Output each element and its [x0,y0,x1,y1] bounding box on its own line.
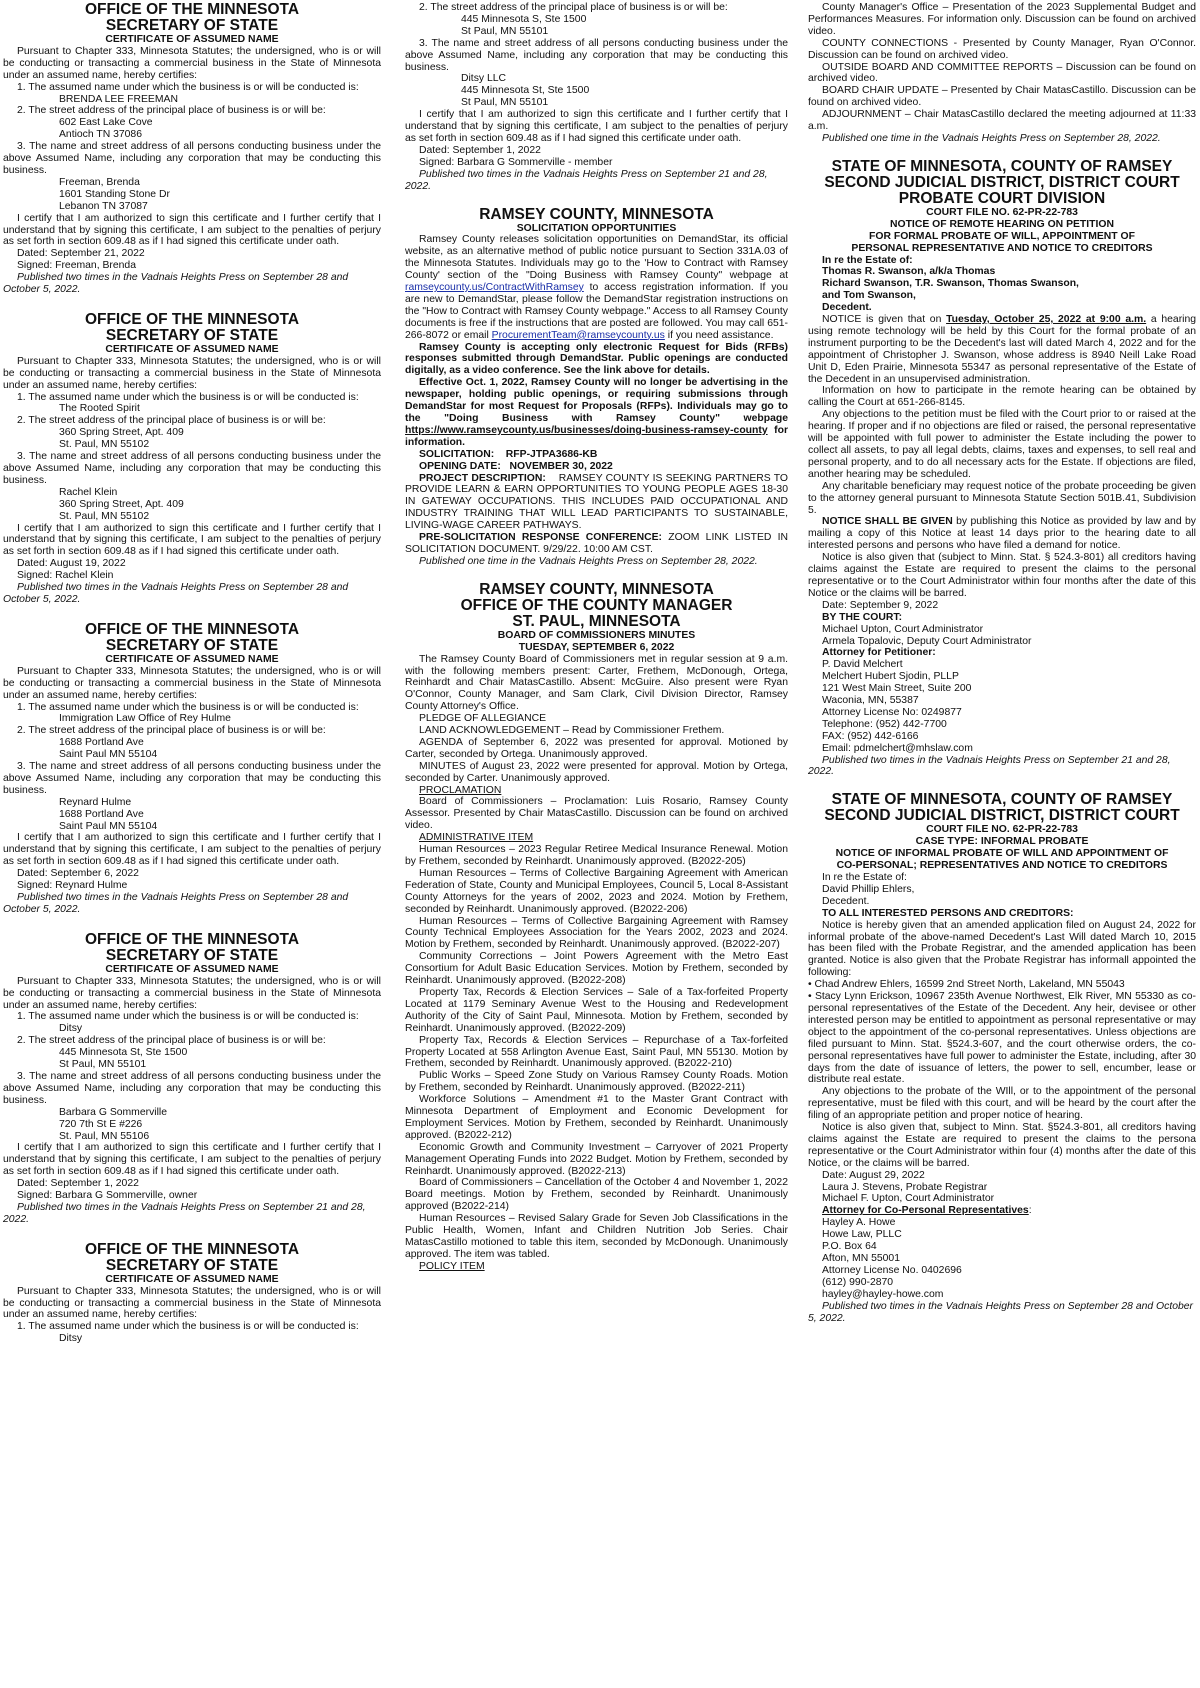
minutes-paragraph: AGENDA of September 6, 2022 was presented for approval. Motioned by Carter, seconded by Ortega. Unanimously approved. [405,736,788,760]
minutes-paragraph: Board of Commissioners – Proclamation: Luis Rosario, Ramsey County Assessor. Presented by Chair MatasCastillo. Discussion can be found on archived video. [405,796,788,832]
pre-solicitation-conference: PRE-SOLICITATION RESPONSE CONFERENCE: ZOOM LINK LISTED IN SOLICITATION DOCUMENT. 9/29/22. 10:00 AM CST. [405,532,789,555]
minutes-paragraph: PLEDGE OF ALLEGIANCE [419,713,547,725]
decedent-line: Thomas R. Swanson, a/k/a Thomas [822,266,996,278]
signed: Signed: Freeman, Brenda [17,260,136,272]
minutes-paragraph: BOARD CHAIR UPDATE – Presented by Chair MatasCastillo. Discussion can be found on archived video. [808,85,1196,109]
minutes-paragraph: Human Resources – Terms of Collective Bargaining Agreement with Ramsey County Technical Employees Association for the Years 2002, 2023 and 2024. Motion by Frethem, seconded by Reinhardt. Unanimously approved. (B2022-207) [405,915,788,951]
assumed-name: Immigration Law Office of Rey Hulme [59,713,231,725]
certify-text: I certify that I am authorized to sign this certificate and I further certify that I understand that by signing this certificate, I am subject to the penalties of perjury as set forth in section 609.48 as if I had signed this certificate under oath. [3,832,381,868]
court-label: BY THE COURT: [822,611,903,623]
dated: Dated: September 1, 2022 [419,144,541,156]
contract-with-ramsey-link[interactable]: ramseycounty.us/ContractWithRamsey [405,282,584,294]
project-description: PROJECT DESCRIPTION: RAMSEY COUNTY IS SEEKING PARTNERS TO PROVIDE LEARN & EARN OPPORTUNITIES TO YOUNG PEOPLE AGES 18-30 IN GATEWAY OCCUPATIONS. THIS INCLUDES PAID OCCUPATIONAL AND INDUSTRY TRAINING THAT WILL LEAD PARTICIPANTS TO SUSTAINABLE, LIVING-WAGE CAREER PATHWAYS. [405,472,788,532]
dated: Dated: September 1, 2022 [17,1178,139,1190]
notice-title: STATE OF MINNESOTA, COUNTY OF RAMSEY [831,791,1173,809]
board-minutes-continued [808,2,1196,145]
minutes-paragraph: COUNTY CONNECTIONS - Presented by County Manager, Ryan O'Connor. Discussion can be found on archived video. [808,37,1196,61]
certify-text: I certify that I am authorized to sign this certificate and I further certify that I understand that by signing this certificate, I am subject to the penalties of perjury as set forth in section 609.48 as if I had signed this certificate under oath. [405,109,788,144]
attorney-line: P.O. Box 64 [822,1241,877,1253]
address-line: 445 Minnesota St, Ste 1500 [59,1047,188,1059]
notice-subtitle: CERTIFICATE OF ASSUMED NAME [105,1273,279,1285]
column-3 [808,2,1196,1324]
person-line: 1688 Portland Ave [59,808,144,820]
person-line: Freeman, Brenda [59,176,140,188]
attorney-line: (612) 990-2870 [822,1276,894,1288]
minutes-paragraph: Human Resources – Terms of Collective Bargaining Agreement with American Federation of State, County and Municipal Employees, Council 5, Local 8-Assistant County Attorneys for the years of 2002, 2023 and 2024. Motion by Frethem, seconded by Reinhardt. Unanimously approved. (B2022-206) [405,867,788,915]
hearing-date: Tuesday, October 25, 2022 at 9:00 a.m. [946,314,1147,326]
notice-subtitle: NOTICE OF REMOTE HEARING ON PETITION [890,218,1114,230]
signed: Signed: Reynard Hulme [17,880,128,892]
attorney-line: 121 West Main Street, Suite 200 [822,683,972,695]
notice-subtitle: CERTIFICATE OF ASSUMED NAME [105,653,279,665]
notice-title: SECRETARY OF STATE [105,326,279,344]
notice-item: 1. The assumed name under which the business is or will be conducted is: [17,701,359,713]
notice-title: SECRETARY OF STATE [105,1256,279,1274]
registrar-line: Laura J. Stevens, Probate Registrar [822,1181,988,1193]
address-line: St. Paul, MN 55102 [59,439,150,451]
minutes-paragraph: ADJOURNMENT – Chair MatasCastillo declared the meeting adjourned at 11:33 a.m. [808,109,1196,133]
minutes-paragraph: Property Tax, Records & Election Services – Sale of a Tax-forfeited Property Located at 1179 Seminary Avenue West to the Housing and Redevelopment Authority of the City of Saint Paul, Minnesota. Motion by Frethem, seconded by Reinhardt. Unanimously approved. (B2022-209) [405,986,788,1034]
person-line: Rachel Klein [59,486,118,498]
probate-paragraph: Any objections to the petition must be filed with the Court prior to or raised at the hearing. If proper and if no objections are filed or raised, the personal representative will be appointed with full power to administer the Estate including the power to collect all assets, to pay all legal debts, claims, taxes and expenses, to sell real and personal property, and to do all necessary acts for the Estate. If objections are filed, another hearing may be scheduled. [808,409,1196,480]
probate-paragraph: Notice is hereby given that an amended application filed on August 24, 2022 for informal probate of the above-named Decedent's Last Will dated March 10, 2015 has been filed with the Probate Registrar, and the amended application has been granted. Notice is also given that the Probate Registrar has informall appointed the following: [808,919,1196,979]
published-line: Published two times in the Vadnais Heights Press on September 21 and 28, 2022. [3,1201,366,1225]
notice-intro: Pursuant to Chapter 333, Minnesota Statutes; the undersigned, who is or will be conducting or transacting a commercial business in the State of Minnesota under an assumed name, hereby certifies: [3,355,381,391]
notice-intro: Pursuant to Chapter 333, Minnesota Statutes; the undersigned, who is or will be conducting or transacting a commercial business in the State of Minnesota under an assumed name, hereby certifies: [3,665,381,701]
published-line: Published two times in the Vadnais Heights Press on September 28 and October 5, 2022. [3,272,349,296]
attorney-line: Hayley A. Howe [822,1217,896,1229]
solicitation-number: SOLICITATION: RFP-JTPA3686-KB [419,448,598,460]
notice-title: ST. PAUL, MINNESOTA [512,612,681,630]
notice-item: 2. The street address of the principal place of business is or will be: [17,105,326,117]
attorney-label: Attorney for Petitioner: [822,647,936,659]
court-file-number: COURT FILE NO. 62-PR-22-783 [926,206,1078,218]
notice-item: 2. The street address of the principal place of business is or will be: [17,415,326,427]
minutes-paragraph: The Ramsey County Board of Commissioners met in regular session at 9 a.m. with the following members present: Carter, Frethem, McDonough, Ortega, Reinhardt and Chair MatasCastillo. Absent: McGuire. Also present were Ryan O'Connor, County Manager, and Sam Clark, Civil Division Director, Ramsey County Attorney's Office. [405,653,788,713]
dated: Date: September 9, 2022 [822,599,939,611]
notice-title: OFFICE OF THE MINNESOTA [84,620,300,638]
column-1 [3,2,381,1345]
minutes-paragraph: Human Resources – Revised Salary Grade for Seven Job Classifications in the Public Health, Women, Infant and Children Nutrition Job Series. Chair MatasCastillo motioned to table this item, seconded by McDonough. Unanimously approved. The item was tabled. [405,1213,788,1260]
decedent-line: Decedent. [822,302,872,314]
minutes-paragraph: Property Tax, Records & Election Services – Repurchase of a Tax-forfeited Property Located at 558 Arlington Avenue East, Saint Paul, MN 55130. Motion by Frethem, seconded by Reinhardt. Unanimously approved. (B2022-210) [405,1034,788,1070]
notice-item: 3. The name and street address of all persons conducting business under the above Assumed Name, including any corporation that may be conducting this business. [3,141,381,176]
notice-subtitle: TUESDAY, SEPTEMBER 6, 2022 [518,641,675,653]
attorney-label: Attorney for Co-Personal Representatives: [822,1205,1032,1217]
notice-title: RAMSEY COUNTY, MINNESOTA [479,580,714,598]
minutes-paragraph: Human Resources – 2023 Regular Retiree Medical Insurance Renewal. Motion by Frethem, seconded by Reinhardt. Unanimously approved. (B2022-205) [405,844,788,867]
estate-label: In re the Estate of: [822,254,913,266]
solicitation-notice [405,207,788,568]
minutes-paragraph: OUTSIDE BOARD AND COMMITTEE REPORTS – Discussion can be found on archived video. [808,61,1196,85]
person-line: Ditsy LLC [461,73,507,85]
minutes-paragraph: LAND ACKNOWLEDGEMENT – Read by Commissioner Frethem. [419,725,725,737]
hearing-paragraph: NOTICE is given that on Tuesday, October 25, 2022 at 9:00 a.m. a hearing using remote technology will be held by this Court for the formal probate of an instrument purporting to be the Decedent's last will dated March 4, 2022 and for the appointment of Christopher J. Swanson, whose address is 8940 Neill Lake Road Unit D, Eden Prairie, Minnesota 55347 as personal representative of the Estate of the Decedent in an unsupervised administration. [808,314,1197,385]
notice-intro: Pursuant to Chapter 333, Minnesota Statutes; the undersigned, who is or will be conducting or transacting a commercial business in the State of Minnesota under an assumed name, hereby certifies: [3,1285,381,1321]
to-all-heading: TO ALL INTERESTED PERSONS AND CREDITORS: [822,907,1074,919]
assumed-name: Ditsy [59,1023,83,1035]
notice-subtitle: BOARD OF COMMISSIONERS MINUTES [497,629,696,641]
published-line: Published one time in the Vadnais Heights Press on September 28, 2022. [822,132,1161,144]
attorney-line: FAX: (952) 442-6166 [822,730,919,742]
published-line: Published two times in the Vadnais Heights Press on September 21 and 28, 2022. [808,754,1171,778]
notice-item: 2. The street address of the principal place of business is or will be: [17,1035,326,1047]
probate-paragraph: NOTICE SHALL BE GIVEN by publishing this Notice as provided by law and by mailing a copy of this Notice at least 14 days prior to the hearing date to all interested persons and persons who have filed a demand for notice. [808,516,1196,552]
notice-subtitle: CERTIFICATE OF ASSUMED NAME [105,343,279,355]
section-heading: PROCLAMATION [419,784,502,796]
probate-paragraph: Any charitable beneficiary may request notice of the probate proceeding be given to the attorney general pursuant to Minnesota Statute Section 501B.41, Subdivision 5. [808,480,1196,516]
attorney-line: Melchert Hubert Sjodin, PLLP [822,671,959,683]
estate-label: In re the Estate of: [822,872,907,883]
notice-item: 1. The assumed name under which the business is or will be conducted is: [17,1011,359,1023]
certify-text: I certify that I am authorized to sign this certificate and I further certify that I understand that by signing this certificate, I am subject to the penalties of perjury as set forth in section 609.48 as if I had signed this certificate under oath. [3,1142,381,1178]
decedent-line: Richard Swanson, T.R. Swanson, Thomas Swanson, [822,278,1079,290]
address-line: St Paul, MN 55101 [59,1059,147,1071]
column-2 [405,2,788,1273]
notice-subtitle: FOR FORMAL PROBATE OF WILL, APPOINTMENT OF [869,230,1135,242]
address-line: Saint Paul MN 55104 [59,749,158,761]
person-line: Barbara G Sommerville [59,1106,167,1118]
notice-item: 3. The name and street address of all persons conducting business under the above Assumed Name, including any corporation that may be conducting this business. [3,761,381,796]
notice-intro: Pursuant to Chapter 333, Minnesota Statutes; the undersigned, who is or will be conducting or transacting a commercial business in the State of Minnesota under an assumed name, hereby certifies: [3,975,381,1011]
notice-title: SECRETARY OF STATE [105,17,279,34]
board-minutes-notice [405,582,788,1273]
attorney-line: Afton, MN 55001 [822,1253,900,1264]
notice-title: SECOND JUDICIAL DISTRICT, DISTRICT COURT [824,173,1180,191]
person-line: 360 Spring Street, Apt. 409 [59,498,184,510]
minutes-paragraph: Board of Commissioners – Cancellation of the October 4 and November 1, 2022 Board meetings. Motion by Frethem, seconded by Reinhardt. Unanimously approved (B2022-214) [405,1177,788,1213]
notice-title: RAMSEY COUNTY, MINNESOTA [479,205,714,223]
notice-subtitle: PERSONAL REPRESENTATIVE AND NOTICE TO CREDITORS [851,242,1153,254]
assumed-name: Ditsy [59,1333,83,1345]
address-line: 360 Spring Street, Apt. 409 [59,427,184,439]
attorney-line: Waconia, MN, 55387 [822,695,919,707]
person-line: 1601 Standing Stone Dr [59,188,170,200]
informal-probate-notice [808,792,1196,1324]
address-line: St Paul, MN 55101 [461,25,549,37]
rfp-notice: Effective Oct. 1, 2022, Ramsey County will no longer be advertising in the newspaper, holding public openings, or requiring submissions through DemandStar for most Request for Proposals (RFPs). Individuals may go to the "Doing Business with Ramsey County" webpage https://www.ramseycounty.us/businesses/doing-business-ramsey-county for information. [405,377,788,448]
signed: Signed: Rachel Klein [17,570,114,582]
certify-text: I certify that I am authorized to sign this certificate and I further certify that I understand that by signing this certificate, I am subject to the penalties of perjury as set forth in section 609.48 as if I had signed this certificate under oath. [3,212,381,248]
minutes-paragraph: County Manager's Office – Presentation of the 2023 Supplemental Budget and Performances Measures. For information only. Discussion can be found on archived video. [808,2,1196,37]
dated: Dated: August 19, 2022 [17,558,126,570]
procurement-email-link[interactable]: ProcurementTeam@ramseycounty.us [491,329,665,341]
assumed-name-notice-2 [3,312,381,606]
minutes-paragraph: Public Works – Speed Zone Study on Various Ramsey County Roads. Motion by Frethem, seconded by Reinhardt. Unanimously approved. (B2022-211) [405,1070,788,1094]
probate-paragraph: Notice is also given that, subject to Minn. Stat. §524.3-801, all creditors having claims against the Estate are required to present the claims to the persona representative or the Court Administrator within four (4) months after the date of this Notice, or the claims will be barred. [808,1122,1196,1169]
notice-title: OFFICE OF THE MINNESOTA [84,1240,300,1258]
rfb-notice: Ramsey County is accepting only electronic Request for Bids (RFBs) responses submitted through DemandStar. Public openings are conducted digitally, as a video conference. See the link above for details. [405,341,788,377]
notice-item: 1. The assumed name under which the business is or will be conducted is: [17,81,359,93]
attorney-line: Attorney License No. 0402696 [822,1264,962,1276]
decedent-line: David Phillip Ehlers, [822,883,915,895]
notice-item: 2. The street address of the principal place of business is or will be: [17,725,326,737]
notice-item: 3. The name and street address of all persons conducting business under the above Assumed Name, including any corporation that may be conducting this business. [3,451,381,486]
dated: Dated: September 21, 2022 [17,248,145,260]
probate-paragraph: Notice is also given that (subject to Minn. Stat. § 524.3-801) all creditors having claims against the Estate are required to present the claims to the personal representative or to the Court Administrator within four months after the date of this Notice or the claims will be barred. [808,552,1196,599]
minutes-paragraph: Community Corrections – Joint Powers Agreement with the Metro East Consortium for Adult Basic Education Services. Motion by Frethem, seconded by Reinhardt. Unanimously approved. (B2022-208) [405,951,788,987]
court-line: Michael Upton, Court Administrator [822,623,984,635]
notice-subtitle: SOLICITATION OPPORTUNITIES [516,222,677,234]
minutes-paragraph: Economic Growth and Community Investment – Carryover of 2021 Property Management Operating Funds into 2022 Budget. Motion by Frethem, seconded by Reinhardt. Unanimously approved. (B2022-213) [405,1141,788,1177]
case-type: CASE TYPE: INFORMAL PROBATE [915,836,1089,848]
decedent-line: Decedent. [822,895,870,907]
assumed-name: BRENDA LEE FREEMAN [59,93,178,105]
registrar-line: Michael F. Upton, Court Administrator [822,1193,995,1205]
notice-subtitle: NOTICE OF INFORMAL PROBATE OF WILL AND APPOINTMENT OF [835,848,1169,860]
minutes-paragraph: Workforce Solutions – Amendment #1 to the Master Grant Contract with Minnesota Department of Employment and Economic Development for Employment Services. Motion by Frethem, seconded by Reinhardt. Unanimously approved. (B2022-212) [405,1094,788,1141]
published-line: Published two times in the Vadnais Heights Press on September 28 and October 5, 2022. [3,892,349,915]
probate-paragraph: Information on how to participate in the remote hearing can be obtained by calling the Court at 651-266-8145. [808,385,1196,409]
notice-subtitle: CERTIFICATE OF ASSUMED NAME [105,963,279,975]
attorney-line: Telephone: (952) 442-7700 [822,718,947,730]
attorney-line: Email: pdmelchert@mhslaw.com [822,742,973,754]
published-line: Published two times in the Vadnais Heights Press on September 28 and October 5, 2022. [3,582,349,605]
court-file-number: COURT FILE NO. 62-PR-22-783 [926,824,1078,836]
person-line: 720 7th St E #226 [59,1118,143,1130]
address-line: Antioch TN 37086 [59,129,142,141]
person-line: 445 Minnesota St, Ste 1500 [461,85,590,97]
notice-item: 1. The assumed name under which the business is or will be conducted is: [17,1321,359,1333]
appointee-line: • Stacy Lynn Erickson, 10967 235th Avenue Northwest, Elk River, MN 55330 as co-personal representatives of the Estate of the Decedent. Any heir, devisee or other interested person may be entitled to appointment as personal representative or may object to the appointment of the co-personal representatives. Unless objections are filed pursuant to Minn. Stat. §524.3-607, and the court otherwise orders, the co-personal representatives have full power to administer the Estate, including, after 30 days from the date of issuance of letters, the power to sell, encumber, lease or distribute real estate. [808,991,1196,1086]
notice-subtitle: CERTIFICATE OF ASSUMED NAME [105,34,279,45]
notice-item: 3. The name and street address of all persons conducting business under the above Assumed Name, including any corporation that may be conducting this business. [405,37,788,73]
notice-title: OFFICE OF THE MINNESOTA [84,1,300,18]
opening-date: OPENING DATE: NOVEMBER 30, 2022 [419,460,613,472]
decedent-line: and Tom Swanson, [822,290,916,302]
assumed-name-notice-5 [3,1242,381,1345]
attorney-line: Howe Law, PLLC [822,1229,902,1241]
person-line: St. Paul, MN 55102 [59,510,150,522]
doing-business-link[interactable]: https://www.ramseycounty.us/businesses/doing-business-ramsey-county [405,424,768,436]
notice-title: PROBATE COURT DIVISION [898,189,1106,207]
notice-title: OFFICE OF THE MINNESOTA [84,310,300,328]
notice-title: OFFICE OF THE COUNTY MANAGER [460,596,733,614]
attorney-line: Attorney License No: 0249877 [822,706,962,718]
attorney-line: hayley@hayley-howe.com [822,1288,944,1300]
probate-remote-hearing-notice [808,159,1196,779]
notice-title: OFFICE OF THE MINNESOTA [84,930,300,948]
probate-paragraph: Any objections to the probate of the WIll, or to the appointment of the personal representative, must be filed with this court, and will be heard by the court after the filing of an appropriate petition and proper notice of hearing. [808,1086,1196,1122]
notice-item: 1. The assumed name under which the business is or will be conducted is: [17,391,359,403]
notice-item: 3. The name and street address of all persons conducting business under the above Assumed Name, including any corporation that may be conducting this business. [3,1070,381,1106]
court-line: Armela Topalovic, Deputy Court Administrator [822,635,1032,647]
notice-subtitle: CO-PERSONAL; REPRESENTATIVES AND NOTICE TO CREDITORS [836,860,1168,872]
address-line: 1688 Portland Ave [59,737,144,749]
person-line: St Paul, MN 55101 [461,97,549,109]
certify-text: I certify that I am authorized to sign this certificate and I further certify that I understand that by signing this certificate, I am subject to the penalties of perjury as set forth in section 609.48 as if I had signed this certificate under oath. [3,522,381,558]
attorney-line: P. David Melchert [822,659,903,671]
assumed-name-notice-3 [3,622,381,916]
person-line: Lebanon TN 37087 [59,200,148,212]
solicitation-intro: Ramsey County releases solicitation opportunities on DemandStar, its official website, as an alternative method of public notice pursuant to Section 331A.03 of the Minnesota Statutes. Individuals may go to the 'How to Contract with Ramsey County' section of the "Doing Business with Ramsey County" webpage at ramseycounty.us/ContractWithRamsey to access registration information. If you are new to DemandStar, please follow the DemandStar registration instructions on the "How to Contract with Ramsey County webpage." Access to all Ramsey County documents is free if the instructions that are posted are followed. You may call 651-266-8072 or email ProcurementTeam@ramseycounty.us if you need assistance. [405,234,788,341]
notice-title: SECRETARY OF STATE [105,636,279,654]
person-line: Reynard Hulme [59,796,132,808]
minutes-paragraph: MINUTES of August 23, 2022 were presented for approval. Motion by Ortega, seconded by Carter. Unanimously approved. [405,760,788,784]
address-line: 602 East Lake Cove [59,117,153,129]
assumed-name-notice-4 [3,932,381,1226]
assumed-name-notice-5-continued [405,2,788,193]
section-heading: ADMINISTRATIVE ITEM [419,832,534,844]
assumed-name-notice-1 [3,2,381,296]
notice-title: STATE OF MINNESOTA, COUNTY OF RAMSEY [831,157,1173,175]
person-line: Saint Paul MN 55104 [59,820,158,832]
dated: Dated: September 6, 2022 [17,868,139,880]
signed: Signed: Barbara G Sommerville, owner [17,1190,198,1202]
published-line: Published one time in the Vadnais Heights Press on September 28, 2022. [419,555,758,567]
published-line: Published two times in the Vadnais Heights Press on September 21 and 28, 2022. [405,168,768,192]
dated: Date: August 29, 2022 [822,1169,925,1181]
person-line: St. Paul, MN 55106 [59,1130,150,1142]
notice-item: 2. The street address of the principal place of business is or will be: [419,2,728,13]
notice-title: SECRETARY OF STATE [105,946,279,964]
appointee-line: • Chad Andrew Ehlers, 16599 2nd Street North, Lakeland, MN 55043 [808,979,1125,991]
published-line: Published two times in the Vadnais Heights Press on September 28 and October 5, 2022. [808,1300,1193,1324]
section-heading: POLICY ITEM [419,1260,485,1272]
assumed-name: The Rooted Spirit [59,403,140,415]
notice-title: SECOND JUDICIAL DISTRICT, DISTRICT COURT [824,807,1180,825]
signed: Signed: Barbara G Sommerville - member [419,156,613,168]
notice-intro: Pursuant to Chapter 333, Minnesota Statutes; the undersigned, who is or will be conducting or transacting a commercial business in the State of Minnesota under an assumed name, hereby certifies: [3,45,381,81]
address-line: 445 Minnesota S, Ste 1500 [461,13,587,25]
